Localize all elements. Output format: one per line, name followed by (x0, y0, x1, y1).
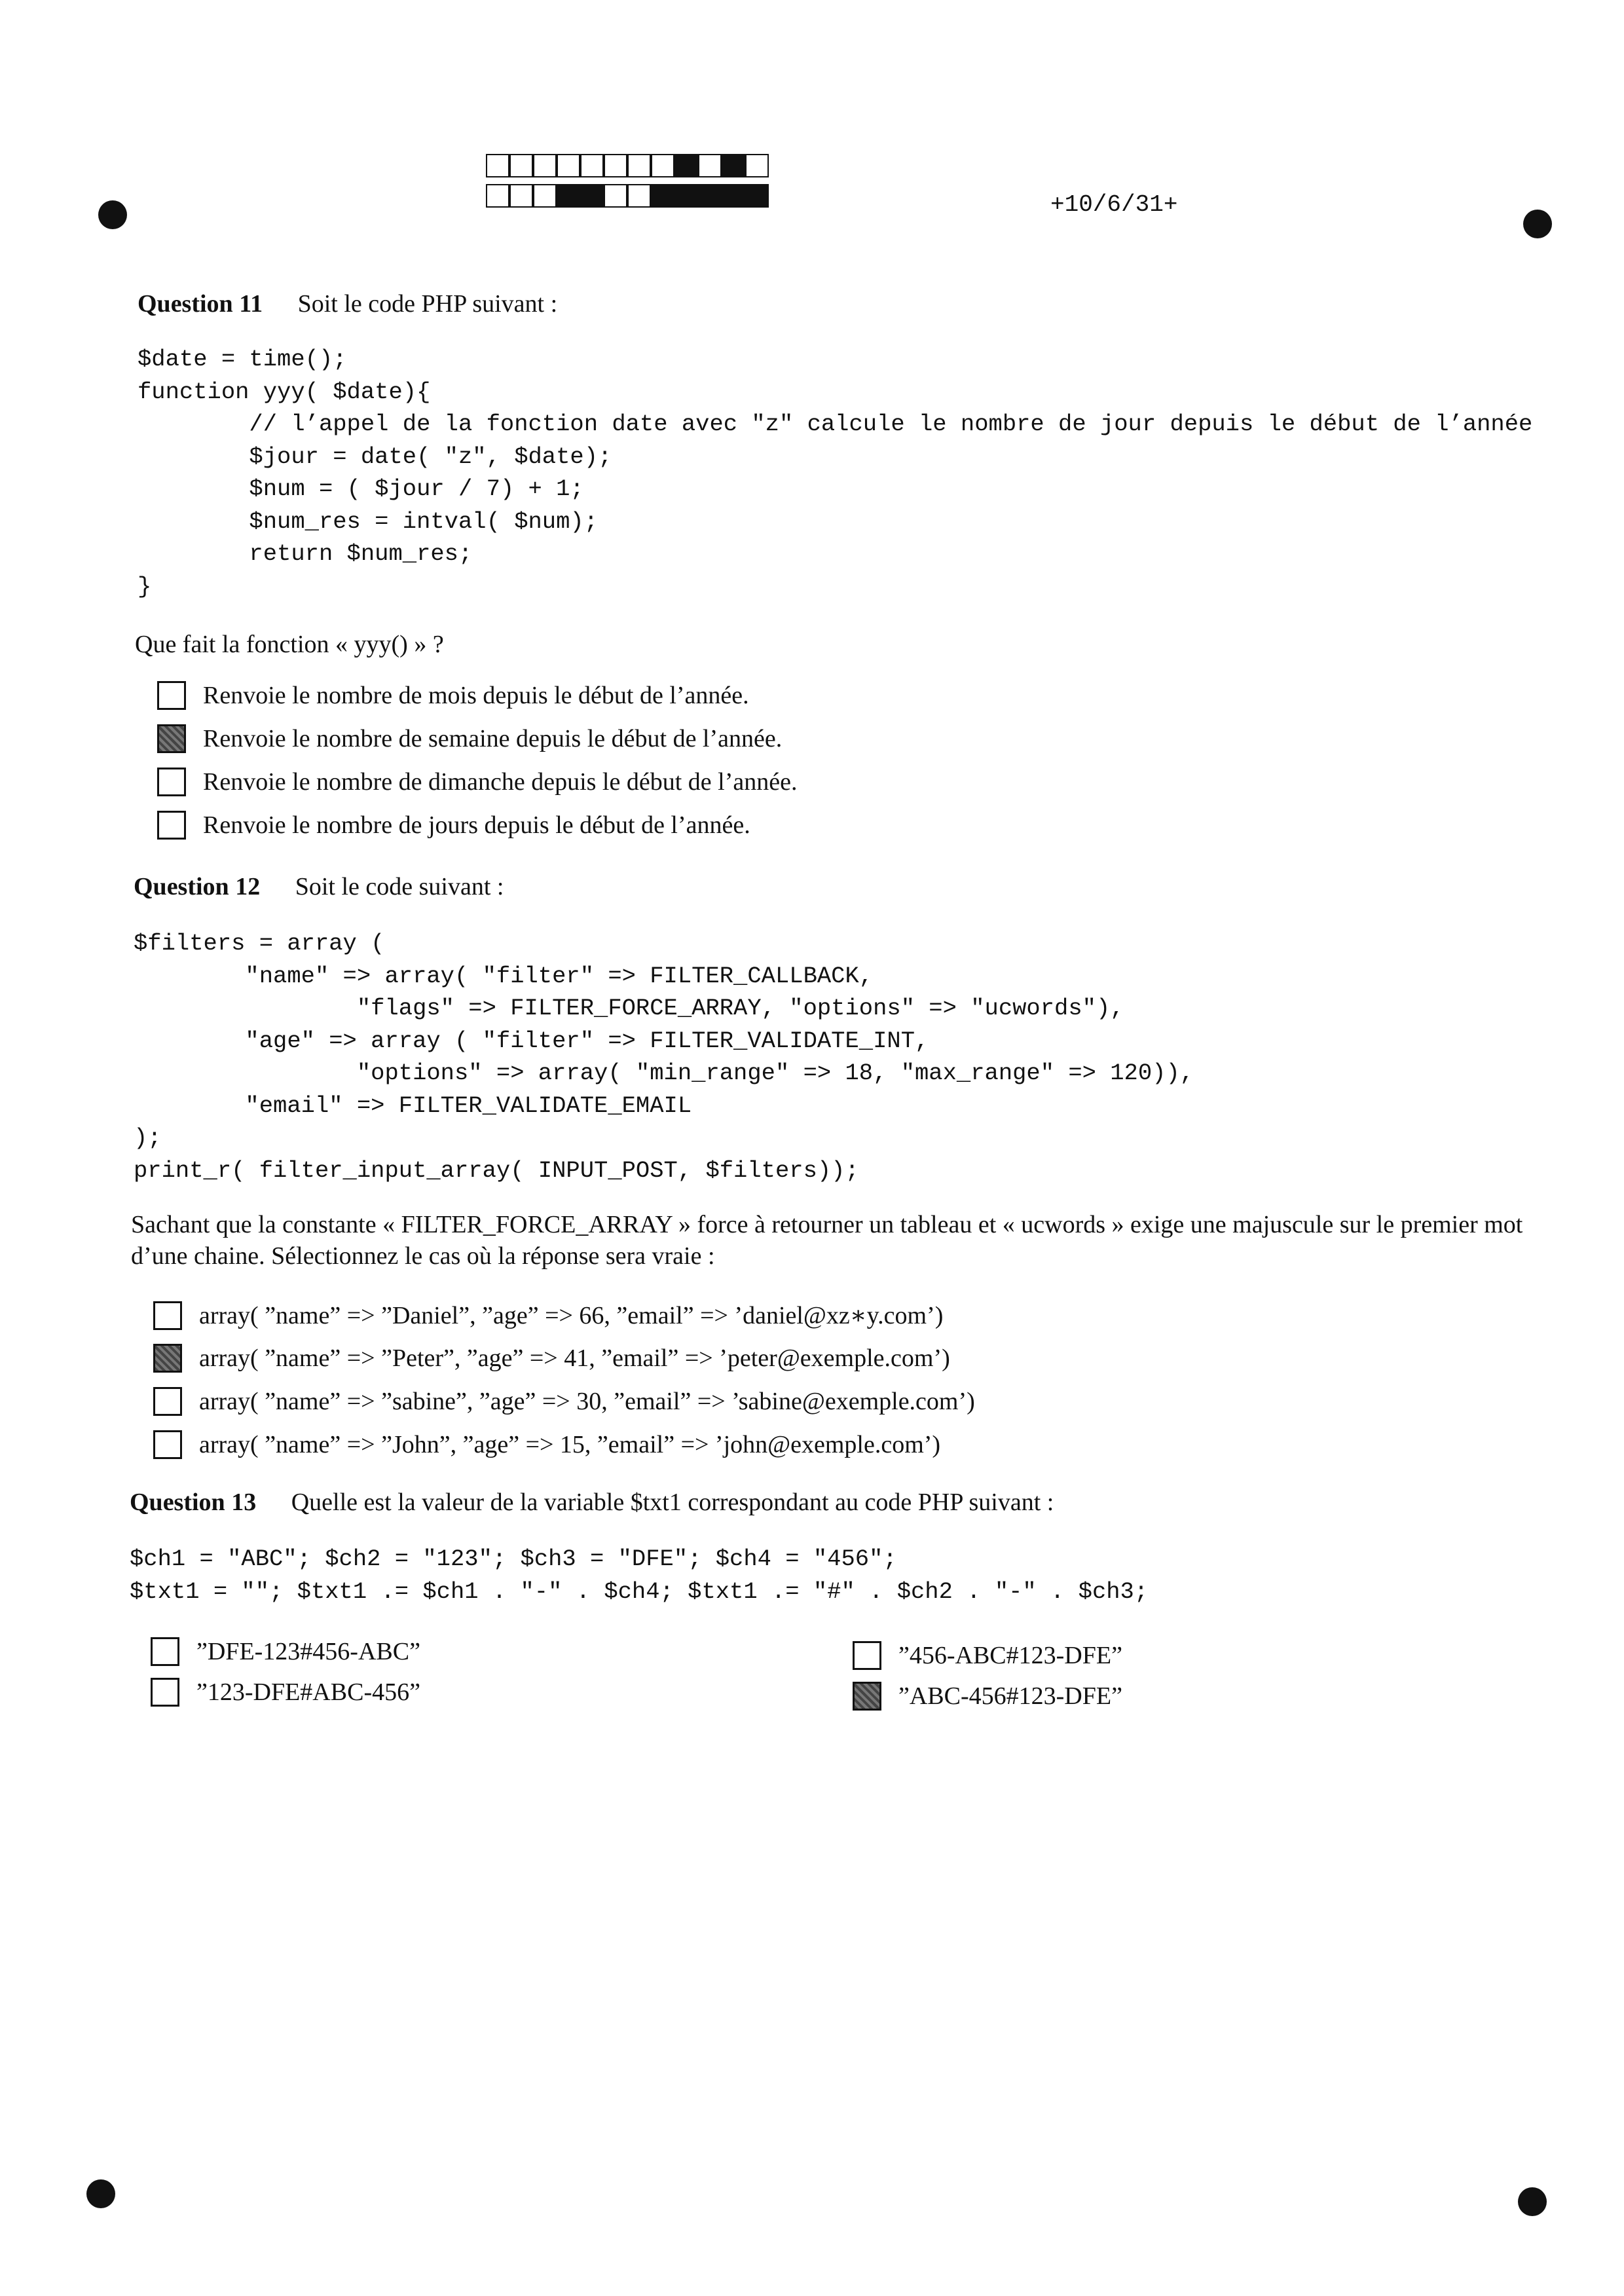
question-prompt: Soit le code suivant : (295, 873, 504, 900)
checkbox-checked[interactable] (153, 1344, 182, 1373)
barcode-cell-empty (604, 184, 627, 208)
code-block: $ch1 = "ABC"; $ch2 = "123"; $ch3 = "DFE"; $ch4 = "456"; $txt1 = ""; $txt1 .= $ch1 . "-" . $ch4; $txt1 .= "#" . $ch2 . "-" . $ch3; (130, 1546, 1149, 1605)
barcode-cell-empty (486, 184, 509, 208)
barcode-row (486, 154, 769, 179)
answer-option[interactable] (151, 1678, 420, 1707)
checkbox-checked[interactable] (853, 1682, 881, 1711)
answer-option[interactable] (157, 724, 782, 753)
code-block: $filters = array ( "name" => array( "filter" => FILTER_CALLBACK, "flags" => FILTER_FORCE_ARRAY, "options" => "ucwords"), "age" => array ( "filter" => FILTER_VALIDATE_INT, "options" => array( "min_range" => 18, "max_range" => 120)), "email" => FILTER_VALIDATE_EMAIL ); print_r( filter_input_array( INPUT_POST, $filters)); (134, 930, 1194, 1184)
barcode-cell-filled (674, 184, 698, 208)
barcode-cell-empty (533, 184, 557, 208)
answer-label: Renvoie le nombre de jours depuis le début de l’année. (203, 811, 750, 839)
checkbox[interactable] (157, 768, 186, 796)
barcode-cell-filled (674, 154, 698, 177)
barcode-cell-filled (651, 184, 674, 208)
barcode-cell-empty (604, 154, 627, 177)
barcode-cell-empty (486, 154, 509, 177)
answer-option[interactable] (153, 1430, 940, 1459)
answer-label: array( ”name” => ”Daniel”, ”age” => 66, ”email” => ’daniel@xz∗y.com’) (199, 1302, 944, 1329)
registration-dot-top-right (1523, 210, 1552, 238)
answer-label: array( ”name” => ”John”, ”age” => 15, ”email” => ’john@exemple.com’) (199, 1431, 941, 1458)
code-block: $date = time(); function yyy( $date){ // l’appel de la fonction date avec "z" calcule le nombre de jour depuis le début de l’année $jour = date( "z", $date); $num = ( $jour / 7) + 1; $num_res = intval( $num); return $num_res; } (138, 346, 1533, 600)
answer-label: Renvoie le nombre de mois depuis le début de l’année. (203, 682, 749, 709)
answer-option[interactable] (153, 1301, 943, 1330)
answer-option[interactable] (157, 768, 797, 796)
sheet-code-id: +10/6/31+ (1050, 191, 1178, 218)
barcode-cell-empty (509, 184, 533, 208)
checkbox-checked[interactable] (157, 724, 186, 753)
answer-label: Renvoie le nombre de dimanche depuis le début de l’année. (203, 768, 798, 796)
barcode-cell-empty (698, 154, 722, 177)
answer-label: Renvoie le nombre de semaine depuis le début de l’année. (203, 725, 783, 752)
answer-option[interactable] (157, 811, 750, 840)
question-title: Question 12 (134, 873, 261, 900)
answer-option[interactable] (157, 681, 749, 710)
question-header (130, 1488, 1054, 1517)
barcode-cell-empty (651, 154, 674, 177)
barcode-cell-filled (722, 184, 745, 208)
question-prompt: Soit le code PHP suivant : (297, 290, 558, 318)
answer-option[interactable] (153, 1344, 950, 1373)
registration-dot-bottom-left (86, 2179, 115, 2208)
checkbox[interactable] (853, 1641, 881, 1670)
checkbox[interactable] (157, 681, 186, 710)
question-header (138, 289, 557, 318)
question-title: Question 11 (138, 290, 263, 318)
barcode-cell-empty (627, 154, 651, 177)
question-header (134, 872, 504, 901)
checkbox[interactable] (151, 1637, 179, 1666)
question-text: Que fait la fonction « yyy() » ? (135, 631, 444, 658)
sheet-barcode (486, 154, 769, 214)
barcode-cell-filled (698, 184, 722, 208)
checkbox[interactable] (157, 811, 186, 840)
barcode-cell-empty (557, 154, 580, 177)
answer-option[interactable] (853, 1682, 1122, 1711)
answer-label: ”ABC-456#123-DFE” (898, 1682, 1122, 1710)
answer-option[interactable] (853, 1641, 1122, 1670)
registration-dot-bottom-right (1518, 2187, 1547, 2216)
question-prompt: Quelle est la valeur de la variable $txt1 correspondant au code PHP suivant : (291, 1489, 1054, 1516)
barcode-cell-filled (722, 154, 745, 177)
answer-label: ”456-ABC#123-DFE” (898, 1642, 1122, 1669)
barcode-cell-filled (745, 184, 769, 208)
question-title: Question 13 (130, 1489, 257, 1516)
barcode-cell-filled (580, 184, 604, 208)
barcode-cell-filled (557, 184, 580, 208)
answer-option[interactable] (151, 1637, 420, 1666)
answer-option[interactable] (153, 1387, 975, 1416)
answer-label: ”DFE-123#456-ABC” (196, 1638, 420, 1665)
answer-label: array( ”name” => ”sabine”, ”age” => 30, ”email” => ’sabine@exemple.com’) (199, 1388, 975, 1415)
answer-label: ”123-DFE#ABC-456” (196, 1678, 420, 1706)
checkbox[interactable] (153, 1387, 182, 1416)
checkbox[interactable] (153, 1430, 182, 1459)
barcode-row (486, 184, 769, 209)
barcode-cell-empty (627, 184, 651, 208)
barcode-cell-empty (745, 154, 769, 177)
barcode-cell-empty (533, 154, 557, 177)
barcode-cell-empty (509, 154, 533, 177)
checkbox[interactable] (153, 1301, 182, 1330)
registration-dot-top-left (98, 200, 127, 229)
barcode-cell-empty (580, 154, 604, 177)
answer-label: array( ”name” => ”Peter”, ”age” => 41, ”email” => ’peter@exemple.com’) (199, 1344, 950, 1372)
checkbox[interactable] (151, 1678, 179, 1707)
question-text: Sachant que la constante « FILTER_FORCE_ARRAY » force à retourner un tableau et « ucwords » exige une majuscule sur le premier mot d’une chaine. Sélectionnez le cas où la réponse sera vraie : (131, 1211, 1523, 1270)
